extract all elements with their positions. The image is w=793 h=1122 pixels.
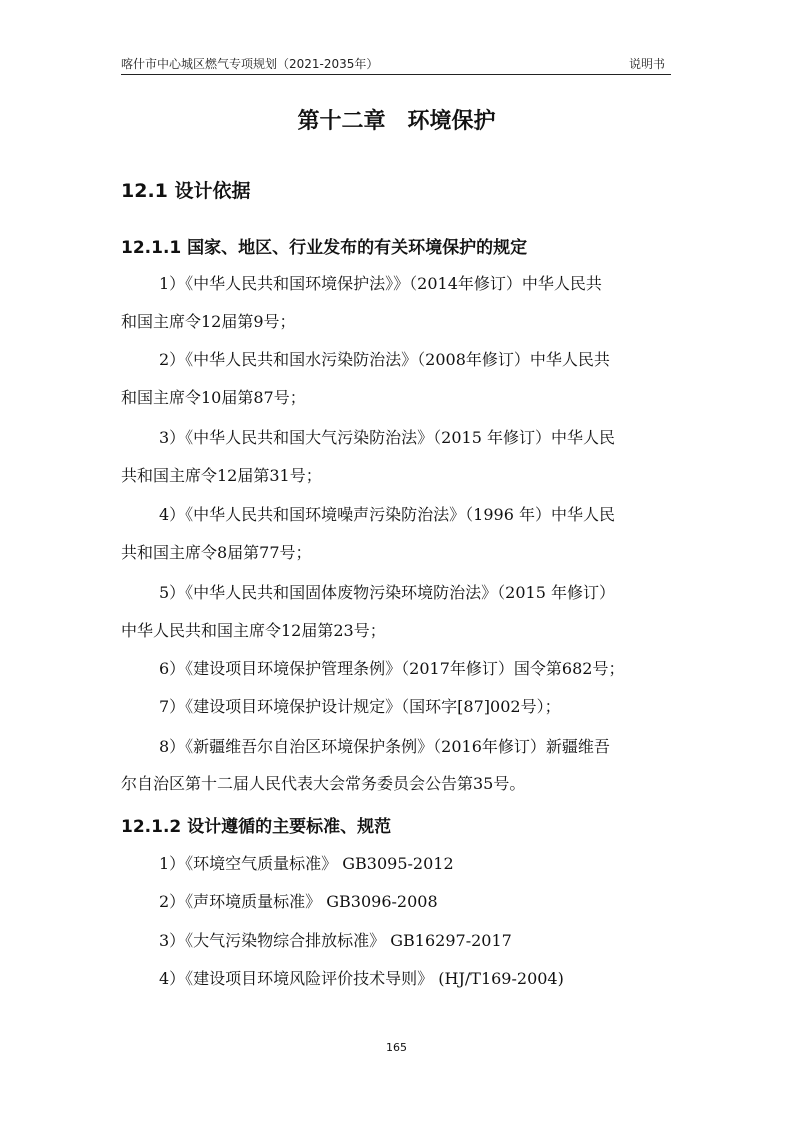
section-heading: 12.1 设计依据	[121, 180, 251, 202]
subsection-heading-standards: 12.1.2 设计遵循的主要标准、规范	[121, 817, 392, 837]
regulation-item-2: 2）《中华人民共和国水污染防治法》（2008年修订）中华人民共	[159, 350, 610, 369]
regulation-item-4: 4）《中华人民共和国环境噪声污染防治法》（1996 年）中华人民	[159, 505, 615, 524]
page-number: 165	[386, 1041, 407, 1054]
regulation-item-5: 5）《中华人民共和国固体废物污染环境防治法》（2015 年修订）	[159, 583, 615, 602]
regulation-item-7: 7）《建设项目环境保护设计规定》（国环字[87]002号）；	[159, 697, 561, 716]
standard-item-4: 4）《建设项目环境风险评价技术导则》 (HJ/T169-2004)	[159, 969, 564, 988]
page-header	[121, 52, 671, 75]
header-section-label: 说明书	[628, 57, 665, 71]
regulation-item-8: 8）《新疆维吾尔自治区环境保护条例》（2016年修订）新疆维吾	[159, 737, 610, 756]
chapter-title: 第十二章 环境保护	[297, 109, 496, 134]
regulation-item-1: 1）《中华人民共和国环境保护法》》（2014年修订）中华人民共	[159, 274, 602, 293]
standard-item-2: 2）《声环境质量标准》 GB3096-2008	[159, 892, 438, 911]
regulation-item-5-cont: 中华人民共和国主席令12届第23号；	[121, 621, 386, 640]
regulation-item-3-cont: 共和国主席令12届第31号；	[121, 466, 322, 485]
regulation-item-1-cont: 和国主席令12届第9号；	[121, 312, 296, 331]
regulation-item-2-cont: 和国主席令10届第87号；	[121, 388, 306, 407]
standard-item-1: 1）《环境空气质量标准》 GB3095-2012	[159, 854, 454, 873]
header-document-title: 喀什市中心城区燃气专项规划（2021-2035年）	[121, 57, 379, 71]
regulation-item-4-cont: 共和国主席令8届第77号；	[121, 543, 312, 562]
regulation-item-8-cont: 尔自治区第十二届人民代表大会常务委员会公告第35号。	[121, 774, 526, 793]
standard-item-3: 3）《大气污染物综合排放标准》 GB16297-2017	[159, 931, 512, 950]
regulation-item-6: 6）《建设项目环境保护管理条例》（2017年修订）国令第682号；	[159, 659, 625, 678]
regulation-item-3: 3）《中华人民共和国大气污染防治法》（2015 年修订）中华人民	[159, 428, 615, 447]
subsection-heading-regulations: 12.1.1 国家、地区、行业发布的有关环境保护的规定	[121, 238, 528, 258]
